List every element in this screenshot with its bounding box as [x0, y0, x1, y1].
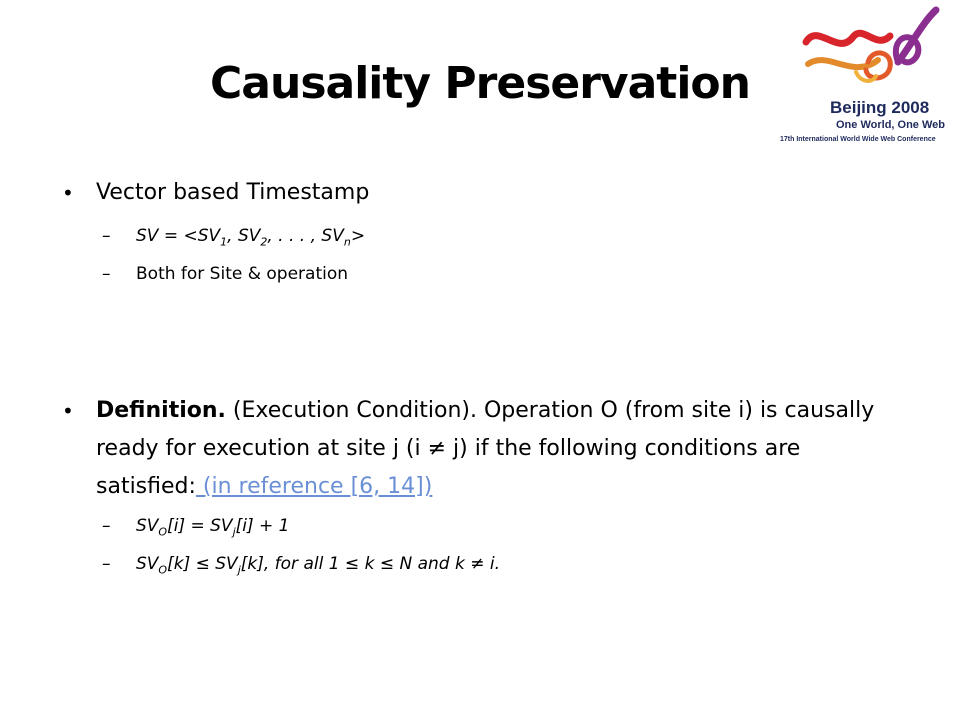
bullet-vector-timestamp	[62, 174, 876, 212]
definition-text: (Execution Condition). Operation O (from site i) is causally ready for execution at site j (i ≠ j) if the following conditions are satisfied:	[96, 398, 875, 499]
logo-swirl-icon	[798, 2, 948, 94]
reference-link[interactable]: (in reference [6, 14])	[195, 474, 433, 499]
slide-title: Causality Preservation	[210, 58, 750, 109]
bullet-text: Vector based Timestamp	[96, 180, 370, 205]
sub-bullet-dash: –	[102, 554, 111, 574]
sub-bullet-dash: –	[102, 516, 111, 536]
bullet-dot: •	[62, 181, 74, 205]
sub-bullet-condition-2: – $SV_O[k] \le SV_j[k]$, for all 1 ≤ k ≤ N and k ≠ i.	[136, 550, 500, 584]
bullet-dot: •	[62, 399, 74, 423]
logo-text-conference: 17th International World Wide Web Conference	[780, 136, 936, 143]
sub-bullet-condition-1: – $SV_O[i] = SV_j[i] + 1$	[136, 512, 289, 546]
logo-text-beijing: Beijing 2008	[830, 98, 930, 117]
sub-bullet-site-operation: – Both for Site & operation	[136, 260, 348, 288]
sub-bullet-dash: –	[102, 226, 111, 246]
sub-bullet-sv-definition: – SV = $<SV_1$, $SV_2$, . . . , $SV_n>$	[136, 222, 365, 256]
logo-text-slogan: One World, One Web	[836, 119, 945, 131]
sub-bullet-dash: –	[102, 264, 111, 284]
bullet-definition	[62, 392, 886, 506]
conference-logo	[776, 2, 960, 152]
definition-label: Definition.	[96, 398, 226, 423]
